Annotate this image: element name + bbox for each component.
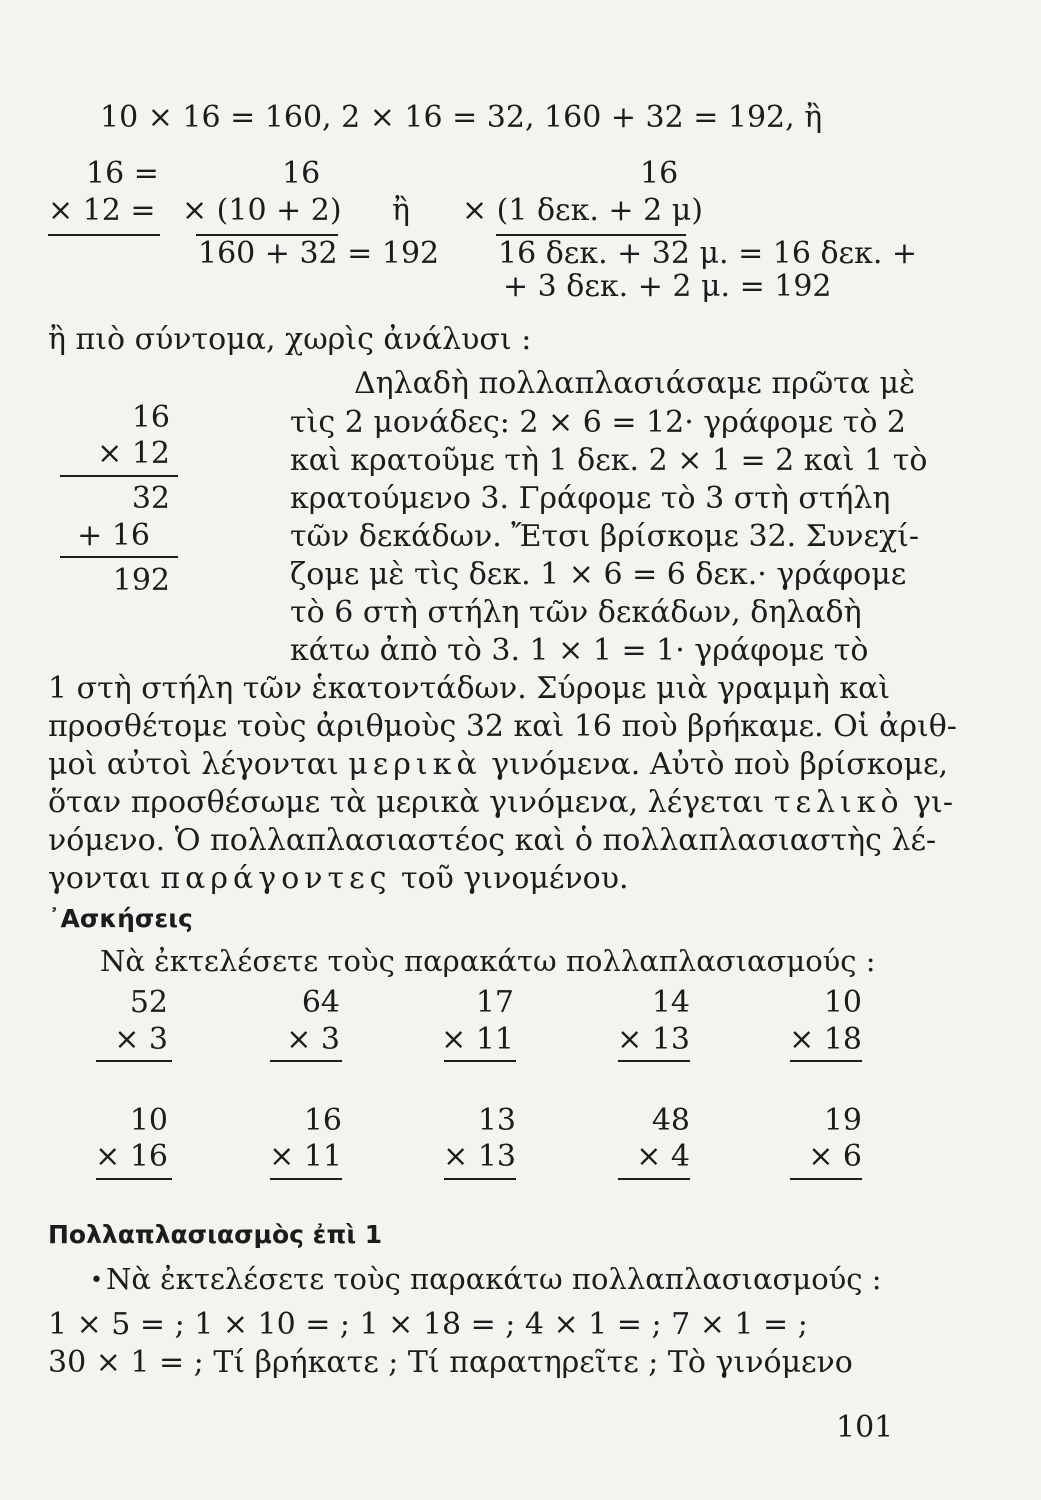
intro-l6: ἢ πιὸ σύντομα, χωρὶς ἀνάλυσι :	[48, 322, 532, 357]
paragraph-line-6: γονται παράγοντες τοῦ γινομένου.	[48, 861, 629, 896]
column-rule-2	[60, 556, 178, 558]
intro-l4-b: 16 δεκ. + 32 μ. = 16 δεκ. +	[498, 236, 918, 271]
exercise-top: 19	[823, 1103, 862, 1138]
exercise-rule	[270, 1060, 342, 1062]
intro-line-1: 10 × 16 = 160, 2 × 16 = 32, 160 + 32 = 192, ἢ	[100, 100, 823, 135]
exercise-top: 13	[477, 1103, 516, 1138]
section-line-2: 30 × 1 = ; Τί βρήκατε ; Τί παρατηρεῖτε ; Τὸ γινόμενο	[48, 1345, 853, 1380]
intro-l4-a: 160 + 32 = 192	[198, 236, 440, 271]
column-multiplier: × 12	[97, 436, 170, 471]
explanation-line-7: κάτω ἀπὸ τὸ 3. 1 × 1 = 1· γράφομε τὸ	[290, 633, 869, 668]
column-partial-1: 32	[131, 481, 170, 516]
exercise-top: 10	[129, 1103, 168, 1138]
exercise-bottom: × 4	[636, 1139, 690, 1174]
intro-l5: + 3 δεκ. + 2 μ. = 192	[503, 269, 832, 304]
term-factors: παράγοντες	[160, 861, 392, 896]
exercise-rule	[444, 1178, 516, 1180]
exercise-bottom: × 3	[114, 1022, 168, 1057]
explanation-line-2: καὶ κρατοῦμε τὴ 1 δεκ. 2 × 1 = 2 καὶ 1 τὸ	[290, 443, 928, 478]
intro-l3-b: × (10 + 2)	[182, 193, 342, 228]
section-heading: Πολλαπλασιασμὸς ἐπὶ 1	[48, 1220, 383, 1249]
exercise-bottom: × 11	[269, 1139, 342, 1174]
exercise-top: 52	[129, 985, 168, 1020]
explanation-line-6: τὸ 6 στὴ στήλη τῶν δεκάδων, δηλαδὴ	[290, 595, 862, 630]
explanation-line-1: τὶς 2 μονάδες: 2 × 6 = 12· γράφομε τὸ 2	[290, 405, 907, 440]
exercise-top: 10	[823, 985, 862, 1020]
term-final: τελικὸ	[773, 785, 904, 820]
term-partial: μερικὰ	[348, 747, 482, 782]
intro-l3-c: ἢ	[392, 193, 410, 228]
exercise-bottom: × 11	[441, 1022, 514, 1057]
exercise-bottom: × 16	[95, 1139, 168, 1174]
exercise-top: 64	[301, 985, 340, 1020]
exercise-bottom: × 6	[808, 1139, 862, 1174]
section-instruction: Νὰ ἐκτελέσετε τοὺς παρακάτω πολλαπλασιασμούς :	[106, 1262, 882, 1296]
exercise-bottom: × 3	[286, 1022, 340, 1057]
column-rule-1	[60, 475, 178, 477]
page-number: 101	[836, 1410, 894, 1445]
exercise-rule	[790, 1178, 862, 1180]
paragraph-line-4: ὅταν προσθέσωμε τὰ μερικὰ γινόμενα, λέγεται τελικὸ γι-	[48, 785, 953, 820]
paragraph-line-1: 1 στὴ στήλη τῶν ἑκατοντάδων. Σύρομε μιὰ γραμμὴ καὶ	[48, 671, 891, 706]
exercises-heading: ᾿Ασκήσεις	[48, 904, 193, 933]
exercise-rule	[618, 1178, 690, 1180]
exercise-bottom: × 13	[443, 1139, 516, 1174]
exercises-instruction: Νὰ ἐκτελέσετε τοὺς παρακάτω πολλαπλασιασμούς :	[100, 944, 876, 978]
exercise-top: 14	[651, 985, 690, 1020]
intro-l2-b: 16	[282, 156, 321, 191]
explanation-line-0: Δηλαδὴ πολλαπλασιάσαμε πρῶτα μὲ	[354, 366, 916, 401]
paragraph-line-3: μοὶ αὐτοὶ λέγονται μερικὰ γινόμενα. Αὐτὸ ποὺ βρίσκομε,	[48, 747, 949, 782]
bullet-icon: •	[90, 1268, 103, 1293]
intro-l3-d: × (1 δεκ. + 2 μ)	[462, 193, 703, 228]
column-multiplicand: 16	[131, 400, 170, 435]
exercise-top: 17	[475, 985, 514, 1020]
exercise-rule	[618, 1060, 690, 1062]
explanation-line-3: κρατούμενο 3. Γράφομε τὸ 3 στὴ στήλη	[290, 481, 891, 516]
exercise-rule	[790, 1060, 862, 1062]
paragraph-line-5: νόμενο. Ὁ πολλαπλασιαστέος καὶ ὁ πολλαπλασιαστὴς λέ-	[48, 823, 937, 858]
column-partial-2: + 16	[77, 518, 150, 553]
exercise-top: 48	[651, 1103, 690, 1138]
rule-intro-1	[48, 234, 160, 236]
intro-l3-a: × 12 =	[48, 193, 156, 228]
paragraph-line-2: προσθέτομε τοὺς ἀριθμοὺς 32 καὶ 16 ποὺ βρήκαμε. Οἱ ἀριθ-	[48, 709, 957, 744]
exercise-rule	[96, 1060, 172, 1062]
exercise-bottom: × 18	[789, 1022, 862, 1057]
explanation-line-4: τῶν δεκάδων. Ἔτσι βρίσκομε 32. Συνεχί-	[290, 519, 920, 554]
exercise-top: 16	[303, 1103, 342, 1138]
exercise-rule	[444, 1060, 516, 1062]
exercise-bottom: × 13	[617, 1022, 690, 1057]
explanation-line-5: ζομε μὲ τὶς δεκ. 1 × 6 = 6 δεκ.· γράφομε	[290, 557, 907, 592]
column-result: 192	[112, 563, 170, 598]
exercise-rule	[270, 1178, 342, 1180]
exercise-rule	[96, 1178, 172, 1180]
section-line-1: 1 × 5 = ; 1 × 10 = ; 1 × 18 = ; 4 × 1 = ; 7 × 1 = ;	[48, 1307, 808, 1342]
intro-l2-a: 16 =	[86, 156, 159, 191]
intro-l2-c: 16	[640, 156, 679, 191]
